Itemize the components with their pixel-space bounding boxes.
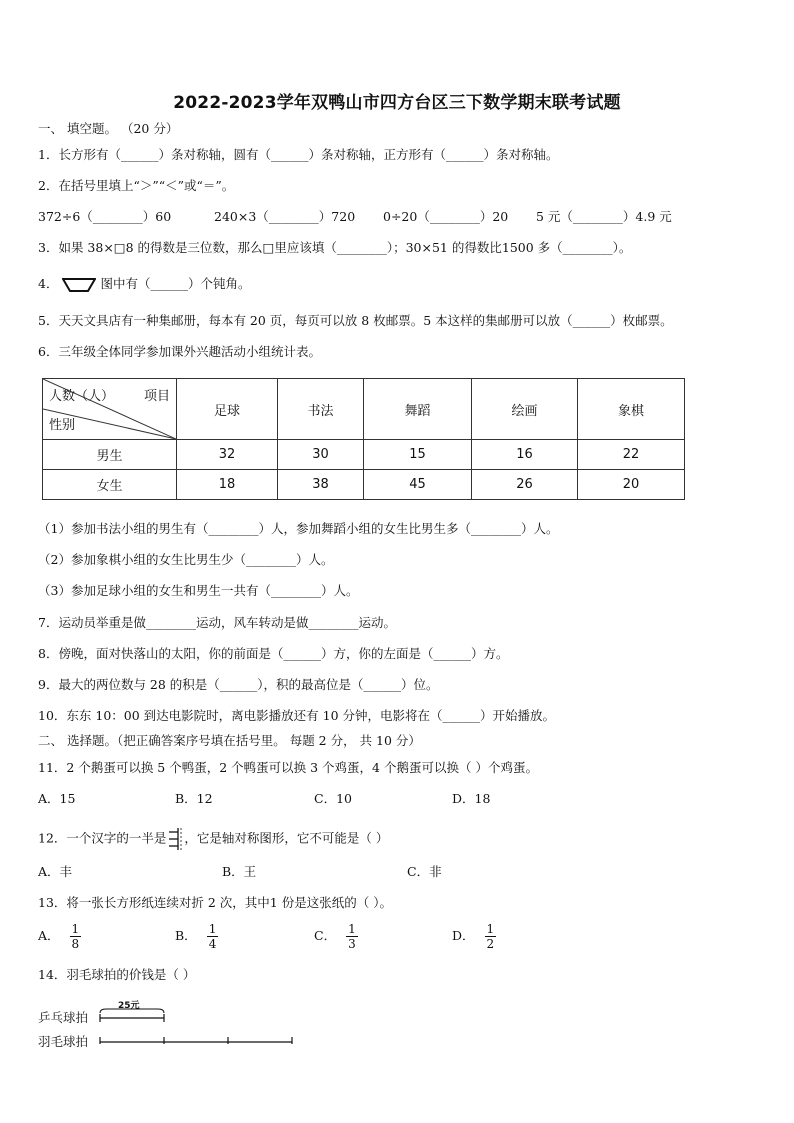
table-cell: 20 [578,470,685,500]
fraction-numerator: 1 [208,922,217,936]
q11-option-d: D．18 [452,791,491,806]
q2-compare-3: 0÷20（________）20 [383,209,509,224]
row-label: 男生 [43,440,177,470]
column-header: 书法 [278,379,364,440]
option-label: C． [314,928,337,943]
q13-option-c [314,922,358,951]
q13-option-b [175,922,218,951]
table-cell: 18 [177,470,278,500]
q11-option-c: C．10 [314,791,352,806]
table-cell: 26 [472,470,578,500]
question-5: 5．天天文具店有一种集邮册，每本有 20 页，每页可以放 8 枚邮票。5 本这样的集邮册可以放（______）枚邮票。 [38,313,673,328]
question-7: 7．运动员举重是做________运动，风车转动是做________运动。 [38,615,396,630]
table-cell: 15 [364,440,472,470]
option-label: A． [38,928,60,943]
q11-option-a: A．15 [38,791,76,806]
fraction-denominator: 8 [71,937,80,951]
fraction [207,922,219,951]
q2-compare-4: 5 元（________）4.9 元 [536,209,672,224]
section-2-heading: 二、 选择题。（把正确答案序号填在括号里。 每题 2 分， 共 10 分） [38,733,421,748]
q12-option-c: C．非 [407,864,442,879]
segment-lines [38,998,308,1048]
row-label-badminton: 羽毛球拍 [38,1034,89,1049]
q13-option-d [452,922,496,951]
fraction [485,922,497,951]
fraction [70,922,82,951]
table-cell: 38 [278,470,364,500]
fraction-denominator: 4 [208,937,217,951]
fraction-numerator: 1 [71,922,80,936]
question-6-sub-2: （2）参加象棋小组的女生比男生少（________）人。 [38,552,334,567]
table-header-row [43,379,685,440]
question-1: 1．长方形有（______）条对称轴，圆有（______）条对称轴，正方形有（______）条对称轴。 [38,147,559,162]
question-2: 2．在括号里填上“＞”“＜”或“＝”。 [38,178,235,193]
column-header: 足球 [177,379,278,440]
question-14: 14．羽毛球拍的价钱是（ ） [38,967,196,982]
column-header: 绘画 [472,379,578,440]
q12-text-end: ，它是轴对称图形，它不可能是（ ） [184,830,389,846]
question-13: 13．将一张长方形纸连续对折 2 次，其中1 份是这张纸的（ ）。 [38,895,392,910]
price-line-diagram [38,998,308,1048]
table-cell: 45 [364,470,472,500]
column-header: 舞蹈 [364,379,472,440]
question-6: 6．三年级全体同学参加课外兴趣活动小组统计表。 [38,344,321,359]
option-label: D． [452,928,475,943]
question-3: 3．如果 38×□8 的得数是三位数，那么□里应该填（________）；30×51 的得数比1500 多（________）。 [38,240,632,255]
interest-group-table [42,378,685,500]
q2-compare-2: 240×3（________）720 [214,209,356,224]
question-11: 11．2 个鹅蛋可以换 5 个鸭蛋，2 个鸭蛋可以换 3 个鸡蛋，4 个鹅蛋可以换（ ）个鸡蛋。 [38,760,538,775]
question-6-sub-1: （1）参加书法小组的男生有（________）人，参加舞蹈小组的女生比男生多（________）人。 [38,521,559,536]
option-label: B． [175,928,197,943]
fraction-denominator: 2 [486,937,495,951]
corner-label-count: 人数（人） [49,389,115,404]
q12-text-start: 12．一个汉字的一半是 [38,830,167,846]
q13-option-a [38,922,81,951]
q4-text: 图中有（______）个钝角。 [100,276,251,291]
fraction [346,922,358,951]
fraction-numerator: 1 [486,922,495,936]
q4-number: 4． [38,276,59,291]
section-1-heading: 一、 填空题。 （20 分） [38,121,179,136]
question-4 [38,276,250,292]
corner-label-item: 项目 [143,389,170,404]
table-row [43,470,685,500]
table-cell: 32 [177,440,278,470]
trapezoid-icon [62,278,96,292]
row-label: 女生 [43,470,177,500]
half-character-icon [168,827,182,851]
table-corner-cell [43,379,177,440]
question-9: 9．最大的两位数与 28 的积是（______），积的最高位是（______）位。 [38,677,439,692]
row-label-pingpong: 乒乓球拍 [38,1010,89,1025]
price-label: 25元 [118,1001,140,1011]
table-cell: 16 [472,440,578,470]
corner-label-gender: 性别 [49,418,76,433]
question-6-sub-3: （3）参加足球小组的女生和男生一共有（________）人。 [38,583,359,598]
q11-option-b: B．12 [175,791,213,806]
q12-option-a: A．丰 [38,864,73,879]
question-12 [38,827,388,851]
fraction-numerator: 1 [348,922,356,936]
table-cell: 22 [578,440,685,470]
question-8: 8．傍晚，面对快落山的太阳，你的前面是（______）方，你的左面是（______）方。 [38,646,509,661]
q2-compare-1: 372÷6（________）60 [38,209,172,224]
column-header: 象棋 [578,379,685,440]
table-cell: 30 [278,440,364,470]
brace-top [100,1009,164,1013]
q12-option-b: B．王 [222,864,257,879]
question-10: 10．东东 10：00 到达电影院时，离电影播放还有 10 分钟，电影将在（______）开始播放。 [38,708,556,723]
fraction-denominator: 3 [348,937,356,951]
page-title: 2022-2023学年双鸭山市四方台区三下数学期末联考试题 [173,93,621,113]
table-row [43,440,685,470]
